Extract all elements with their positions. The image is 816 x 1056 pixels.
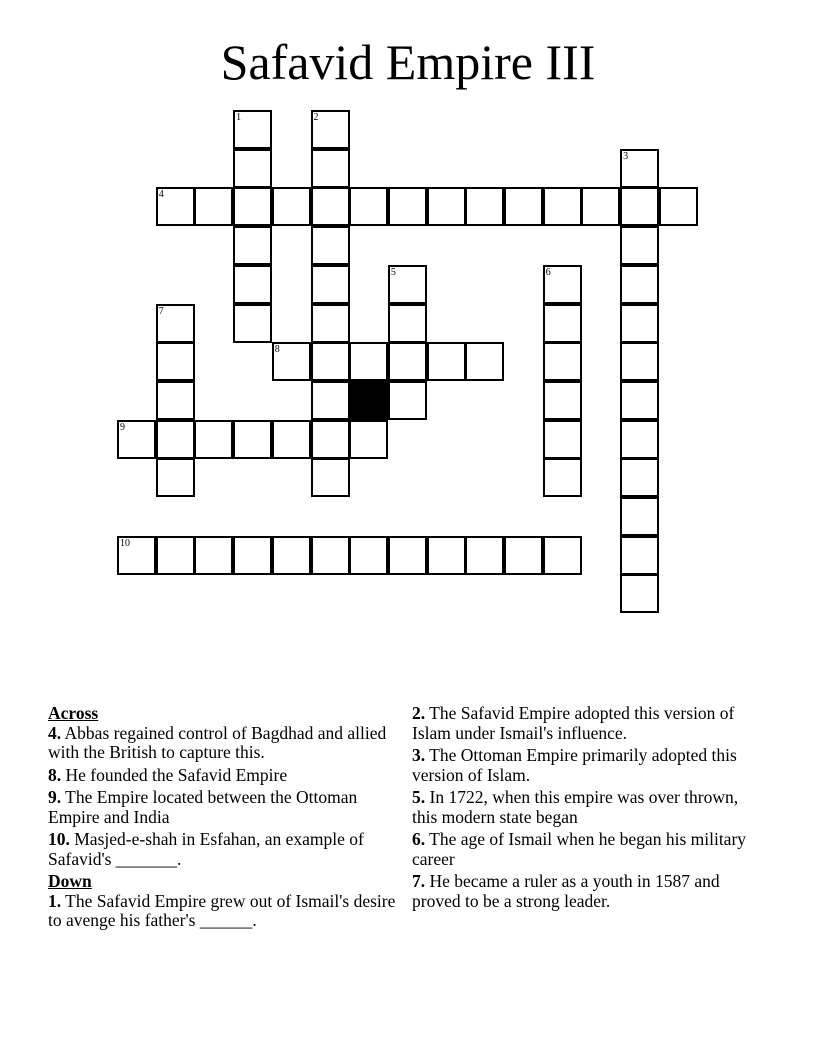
grid-cell[interactable] <box>233 536 272 575</box>
grid-cell[interactable] <box>272 420 311 459</box>
grid-cell[interactable] <box>311 304 350 343</box>
grid-cell[interactable] <box>233 149 272 188</box>
down-heading: Down <box>48 871 92 891</box>
clue-down-7 <box>412 872 752 911</box>
grid-cell[interactable] <box>311 420 350 459</box>
grid-cell[interactable] <box>349 342 388 381</box>
clue-number: 1. <box>48 890 62 911</box>
grid-cell[interactable] <box>543 381 582 420</box>
grid-cell[interactable] <box>543 265 582 304</box>
grid-cell[interactable] <box>117 536 156 575</box>
grid-cell[interactable] <box>194 420 233 459</box>
grid-cell[interactable] <box>349 536 388 575</box>
clue-down-6 <box>412 830 752 869</box>
clues-left-column <box>48 704 404 934</box>
grid-cell[interactable] <box>543 342 582 381</box>
clue-number: 2. <box>412 703 426 723</box>
grid-cell[interactable] <box>388 304 427 343</box>
clue-text: The Ottoman Empire primarily adopted this version of Islam. <box>412 745 737 785</box>
grid-cell[interactable] <box>581 187 620 226</box>
clue-down-3 <box>412 746 752 785</box>
grid-cell[interactable] <box>543 420 582 459</box>
grid-cell[interactable] <box>156 458 195 497</box>
grid-cell[interactable] <box>620 458 659 497</box>
grid-cell[interactable] <box>311 110 350 149</box>
cell-number: 3 <box>623 150 629 162</box>
clue-across-4 <box>48 724 404 763</box>
clue-number: 8. <box>48 764 62 785</box>
grid-cell[interactable] <box>620 536 659 575</box>
grid-cell[interactable] <box>465 536 504 575</box>
clue-down-2 <box>412 704 752 743</box>
grid-cell[interactable] <box>659 187 698 226</box>
cell-number: 5 <box>390 266 396 278</box>
cell-number: 10 <box>120 537 130 549</box>
clue-text: Masjed-e-shah in Esfahan, an example of Safavid's _______. <box>48 829 364 869</box>
grid-cell[interactable] <box>311 536 350 575</box>
clue-text: In 1722, when this empire was over thrown, this modern state began <box>412 787 739 827</box>
grid-cell[interactable] <box>620 187 659 226</box>
grid-cell[interactable] <box>427 187 466 226</box>
cell-number: 4 <box>158 189 164 201</box>
grid-cell[interactable] <box>311 342 350 381</box>
grid-cell[interactable] <box>194 536 233 575</box>
blocked-cell <box>349 381 388 420</box>
grid-cell[interactable] <box>311 187 350 226</box>
grid-cell[interactable] <box>620 304 659 343</box>
grid-cell[interactable] <box>233 110 272 149</box>
clue-down-1 <box>48 892 404 931</box>
grid-cell[interactable] <box>388 536 427 575</box>
grid-cell[interactable] <box>349 420 388 459</box>
clue-across-10 <box>48 830 404 869</box>
clue-number: 4. <box>48 722 62 743</box>
clue-number: 3. <box>412 745 426 765</box>
grid-cell[interactable] <box>620 149 659 188</box>
grid-cell[interactable] <box>272 342 311 381</box>
grid-cell[interactable] <box>620 265 659 304</box>
cell-number: 8 <box>274 344 280 356</box>
grid-cell[interactable] <box>156 536 195 575</box>
grid-cell[interactable] <box>543 536 582 575</box>
clue-number: 5. <box>412 787 426 807</box>
grid-cell[interactable] <box>233 265 272 304</box>
clue-text: The Safavid Empire grew out of Ismail's desire to avenge his father's ______. <box>48 890 396 930</box>
cell-number: 7 <box>158 305 164 317</box>
grid-cell[interactable] <box>543 458 582 497</box>
clue-text: Abbas regained control of Bagdhad and allied with the British to capture this. <box>48 722 387 762</box>
grid-cell[interactable] <box>311 458 350 497</box>
grid-cell[interactable] <box>311 265 350 304</box>
grid-cell[interactable] <box>117 420 156 459</box>
grid-cell[interactable] <box>620 342 659 381</box>
clue-text: He founded the Safavid Empire <box>61 764 288 785</box>
clue-text: He became a ruler as a youth in 1587 and proved to be a strong leader. <box>412 871 720 911</box>
clue-number: 6. <box>412 829 426 849</box>
clue-text: The Empire located between the Ottoman Empire and India <box>48 787 358 827</box>
cell-number: 1 <box>236 112 242 123</box>
clue-text: The age of Ismail when he began his military career <box>412 829 747 869</box>
grid-cell[interactable] <box>388 342 427 381</box>
grid-cell[interactable] <box>504 187 543 226</box>
grid-cell[interactable] <box>156 187 195 226</box>
cell-number: 6 <box>545 266 551 278</box>
clue-number: 7. <box>412 871 426 891</box>
grid-cell[interactable] <box>504 536 543 575</box>
grid-cell[interactable] <box>427 536 466 575</box>
grid-cell[interactable] <box>233 187 272 226</box>
cell-number: 9 <box>120 421 125 433</box>
grid-cell[interactable] <box>620 420 659 459</box>
cell-number: 2 <box>313 112 319 123</box>
grid-cell[interactable] <box>388 381 427 420</box>
grid-cell[interactable] <box>465 342 504 381</box>
grid-cell[interactable] <box>465 187 504 226</box>
grid-cell[interactable] <box>427 342 466 381</box>
grid-cell[interactable] <box>156 342 195 381</box>
grid-cell[interactable] <box>233 304 272 343</box>
page-title: Safavid Empire III <box>220 34 596 90</box>
grid-cell[interactable] <box>349 187 388 226</box>
grid-cell[interactable] <box>156 304 195 343</box>
grid-cell[interactable] <box>311 149 350 188</box>
grid-cell[interactable] <box>233 226 272 265</box>
grid-cell[interactable] <box>388 187 427 226</box>
grid-cell[interactable] <box>311 381 350 420</box>
grid-cell[interactable] <box>620 381 659 420</box>
grid-cell[interactable] <box>156 420 195 459</box>
grid-cell[interactable] <box>620 226 659 265</box>
clues-right-column <box>412 704 752 914</box>
grid-cell[interactable] <box>233 420 272 459</box>
grid-cell[interactable] <box>311 226 350 265</box>
clue-number: 10. <box>48 829 70 849</box>
grid-cell[interactable] <box>156 381 195 420</box>
clue-text: The Safavid Empire adopted this version of Islam under Ismail's influence. <box>412 703 735 743</box>
grid-cell[interactable] <box>194 187 233 226</box>
clue-across-9 <box>48 788 404 827</box>
grid-cell[interactable] <box>272 536 311 575</box>
grid-cell[interactable] <box>543 187 582 226</box>
clue-down-5 <box>412 788 752 827</box>
grid-cell[interactable] <box>620 497 659 536</box>
grid-cell[interactable] <box>388 265 427 304</box>
clue-number: 9. <box>48 787 62 807</box>
across-heading: Across <box>48 703 99 723</box>
grid-cell[interactable] <box>620 574 659 613</box>
grid-cell[interactable] <box>272 187 311 226</box>
clue-across-8 <box>48 766 404 786</box>
grid-cell[interactable] <box>543 304 582 343</box>
